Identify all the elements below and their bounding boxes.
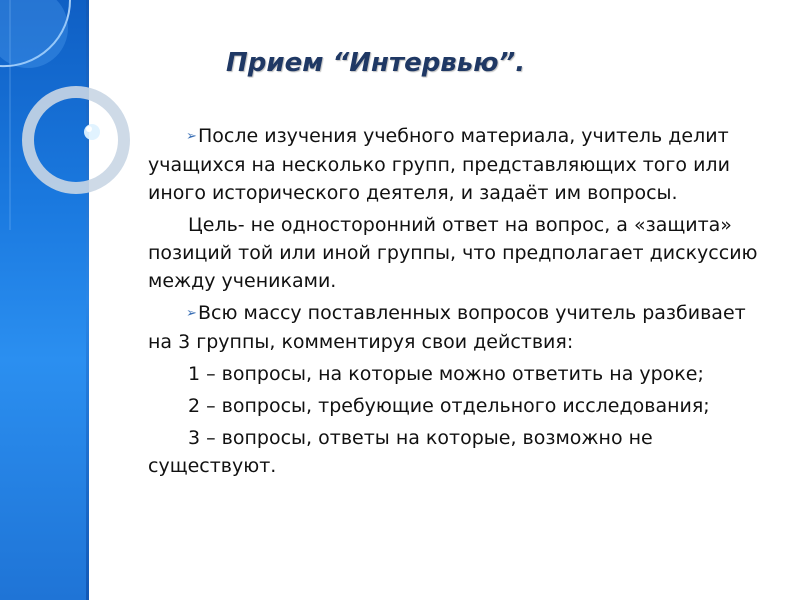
paragraph-text: 2 – вопросы, требующие отдельного исследования;	[188, 395, 710, 417]
slide-content	[148, 122, 768, 484]
arrow-bullet-icon: ➢	[186, 306, 197, 321]
slide-title: Прием “Интервью”.	[226, 48, 526, 78]
arrow-bullet-icon: ➢	[186, 129, 197, 144]
paragraph-text: После изучения учебного материала, учитель делит учащихся на несколько групп, представляющих того или иного исторического деятеля, и задаёт им вопросы.	[148, 125, 730, 204]
paragraph-4	[148, 360, 768, 388]
paragraph-2	[148, 211, 768, 295]
paragraph-text: Цель- не односторонний ответ на вопрос, а «защита» позиций той или иной группы, что предполагает дискуссию между учениками.	[148, 214, 758, 292]
paragraph-text: 3 – вопросы, ответы на которые, возможно не существуют.	[148, 427, 653, 477]
paragraph-1	[148, 122, 768, 207]
paragraph-text: 1 – вопросы, на которые можно ответить на уроке;	[188, 363, 704, 385]
paragraph-6	[148, 424, 768, 480]
paragraph-text: Всю массу поставленных вопросов учитель разбивает на 3 группы, комментируя свои действия:	[148, 302, 746, 353]
bubble-highlight	[86, 126, 92, 132]
decorative-circles	[0, 0, 140, 230]
paragraph-3	[148, 299, 768, 356]
paragraph-5	[148, 392, 768, 420]
decorative-ring	[28, 92, 124, 188]
decorative-bubble	[84, 124, 100, 140]
